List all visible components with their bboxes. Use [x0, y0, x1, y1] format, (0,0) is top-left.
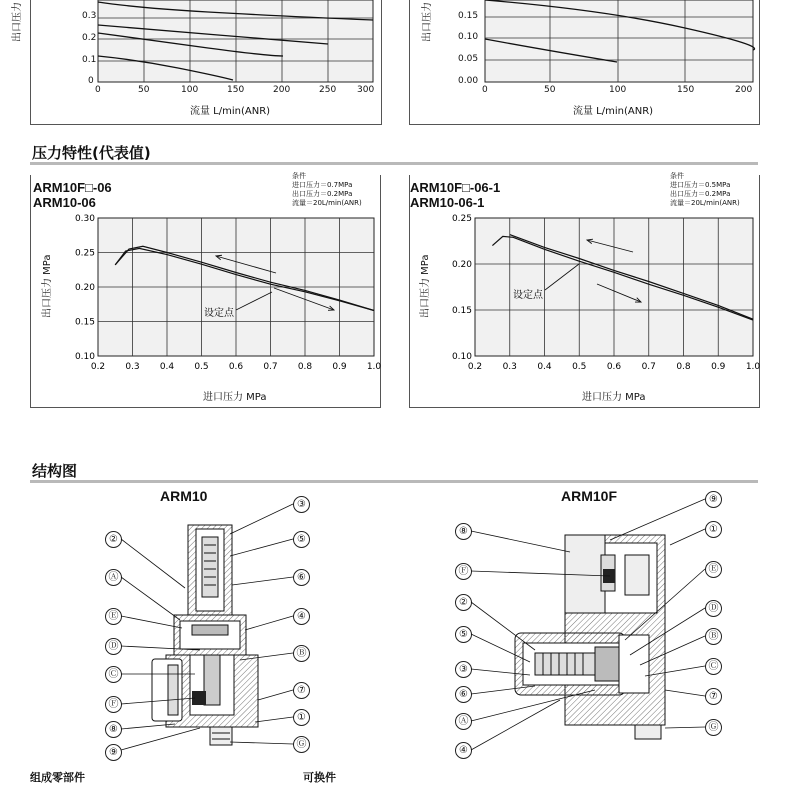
x-tick-label: 1.0 — [745, 362, 761, 372]
section-title-structure: 结构图 — [32, 462, 78, 480]
flow-left-xtick: 50 — [138, 85, 150, 95]
x-tick-label: 1.0 — [366, 362, 382, 372]
y-tick-label: 0.25 — [451, 214, 472, 224]
flow-chart-left-ylabel: 出口压力 — [12, 2, 23, 42]
x-tick-label: 0.5 — [572, 362, 587, 372]
x-tick-label: 0.2 — [467, 362, 483, 372]
y-tick-label: 0.15 — [74, 317, 95, 328]
x-tick-label: 0.5 — [194, 362, 209, 372]
x-tick-label: 0.8 — [297, 362, 313, 372]
x-tick-label: 0.7 — [641, 362, 656, 372]
callout: ① — [705, 521, 722, 538]
callout: Ⓔ — [105, 608, 122, 625]
callout: Ⓕ — [455, 563, 472, 580]
callout: ⑧ — [105, 721, 122, 738]
callout: Ⓕ — [105, 696, 122, 713]
annotation-setpoint: 设定点 — [204, 308, 234, 319]
callout: Ⓐ — [455, 713, 472, 730]
callout: ② — [105, 531, 122, 548]
flow-chart-right-ylabel: 出口压力 — [422, 2, 433, 42]
flow-right-ytick: 0.05 — [458, 54, 479, 64]
y-tick-label: 0.20 — [74, 283, 95, 293]
condition-line: 出口压力＝0.2MPa — [292, 190, 353, 198]
callout: ⑤ — [293, 531, 310, 548]
x-tick-label: 0.3 — [502, 362, 517, 372]
condition-line: 流量＝20L/min(ANR) — [292, 199, 362, 207]
y-tick-label: 0.15 — [451, 306, 472, 316]
callout: ③ — [293, 496, 310, 513]
x-tick-label: 0.6 — [228, 362, 244, 372]
footer-replaceable-label: 可换件 — [303, 771, 336, 784]
x-tick-label: 0.6 — [606, 362, 622, 372]
callout: Ⓑ — [293, 645, 310, 662]
flow-left-xtick: 200 — [273, 85, 291, 95]
callout: Ⓐ — [105, 569, 122, 586]
callout: Ⓖ — [705, 719, 722, 736]
callout: Ⓑ — [705, 628, 722, 645]
annotation-setpoint: 设定点 — [513, 290, 543, 301]
x-tick-label: 0.7 — [263, 362, 278, 372]
y-tick-label: 0.30 — [74, 214, 95, 224]
callout: Ⓓ — [105, 638, 122, 655]
callout: Ⓒ — [705, 658, 722, 675]
condition-line: 条件 — [670, 172, 684, 180]
y-tick-label: 0.10 — [74, 352, 95, 362]
callout: ③ — [455, 661, 472, 678]
condition-line: 条件 — [292, 172, 306, 180]
flow-right-xtick: 0 — [482, 85, 488, 95]
chart-xlabel: 进口压力 MPa — [582, 392, 646, 403]
flow-left-ytick: 0.3 — [82, 11, 97, 21]
flow-right-ytick: 0.00 — [458, 76, 479, 86]
flow-right-xlabel: 流量 L/min(ANR) — [573, 106, 654, 117]
flow-right-ytick: 0.15 — [458, 11, 479, 21]
callout: Ⓓ — [705, 600, 722, 617]
callout: Ⓔ — [705, 561, 722, 578]
callout: ④ — [455, 742, 472, 759]
y-tick-label: 0.10 — [451, 352, 472, 362]
callout: ① — [293, 709, 310, 726]
x-tick-label: 0.2 — [90, 362, 106, 372]
footer-components-label: 组成零部件 — [30, 771, 85, 784]
flow-left-ytick: 0.2 — [82, 33, 97, 43]
x-tick-label: 0.4 — [537, 362, 552, 372]
flow-left-xlabel: 流量 L/min(ANR) — [190, 106, 271, 117]
callout: ④ — [293, 608, 310, 625]
model-line-2: ARM10-06 — [33, 195, 96, 210]
flow-left-xtick: 250 — [319, 85, 337, 95]
flow-right-xtick: 200 — [735, 85, 753, 95]
callout: ⑦ — [293, 682, 310, 699]
section-title-pressure: 压力特性(代表值) — [32, 144, 151, 162]
flow-left-xtick: 300 — [357, 85, 375, 95]
model-line-1: ARM10F□-06 — [33, 180, 112, 195]
x-tick-label: 0.9 — [332, 362, 347, 372]
condition-line: 进口压力＝0.7MPa — [292, 181, 353, 189]
flow-left-xtick: 100 — [181, 85, 199, 95]
x-tick-label: 0.8 — [676, 362, 691, 372]
callout: ⑦ — [705, 688, 722, 705]
flow-right-ytick: 0.10 — [458, 32, 479, 42]
x-tick-label: 0.3 — [125, 362, 140, 372]
chart-ylabel: 出口压力 MPa — [42, 254, 53, 318]
flow-left-xtick: 0 — [95, 85, 101, 95]
condition-line: 出口压力＝0.2MPa — [670, 190, 731, 198]
y-tick-label: 0.20 — [451, 260, 472, 270]
callout: ⑨ — [105, 744, 122, 761]
callout: Ⓖ — [293, 736, 310, 753]
y-tick-label: 0.25 — [74, 248, 95, 259]
callout: ⑥ — [293, 569, 310, 586]
callout: ⑧ — [455, 523, 472, 540]
chart-ylabel: 出口压力 MPa — [420, 254, 431, 318]
callout: ⑥ — [455, 686, 472, 703]
callout: ⑤ — [455, 626, 472, 643]
chart-xlabel: 进口压力 MPa — [203, 392, 267, 403]
condition-line: 流量＝20L/min(ANR) — [670, 199, 740, 207]
flow-left-xtick: 150 — [227, 85, 245, 95]
x-tick-label: 0.4 — [159, 362, 175, 372]
diagram-title: ARM10 — [160, 488, 208, 504]
flow-left-ytick: 0.1 — [82, 55, 97, 65]
callout: Ⓒ — [105, 666, 122, 683]
callout: ② — [455, 594, 472, 611]
flow-right-xtick: 100 — [609, 85, 627, 95]
model-line-1: ARM10F□-06-1 — [410, 180, 501, 195]
callout: ⑨ — [705, 491, 722, 508]
flow-right-xtick: 150 — [677, 85, 695, 95]
condition-line: 进口压力＝0.5MPa — [670, 181, 731, 189]
x-tick-label: 0.9 — [711, 362, 726, 372]
model-line-2: ARM10-06-1 — [410, 195, 485, 210]
diagram-title: ARM10F — [561, 488, 618, 504]
flow-left-ytick: 0 — [88, 76, 94, 86]
flow-right-xtick: 50 — [544, 85, 556, 95]
